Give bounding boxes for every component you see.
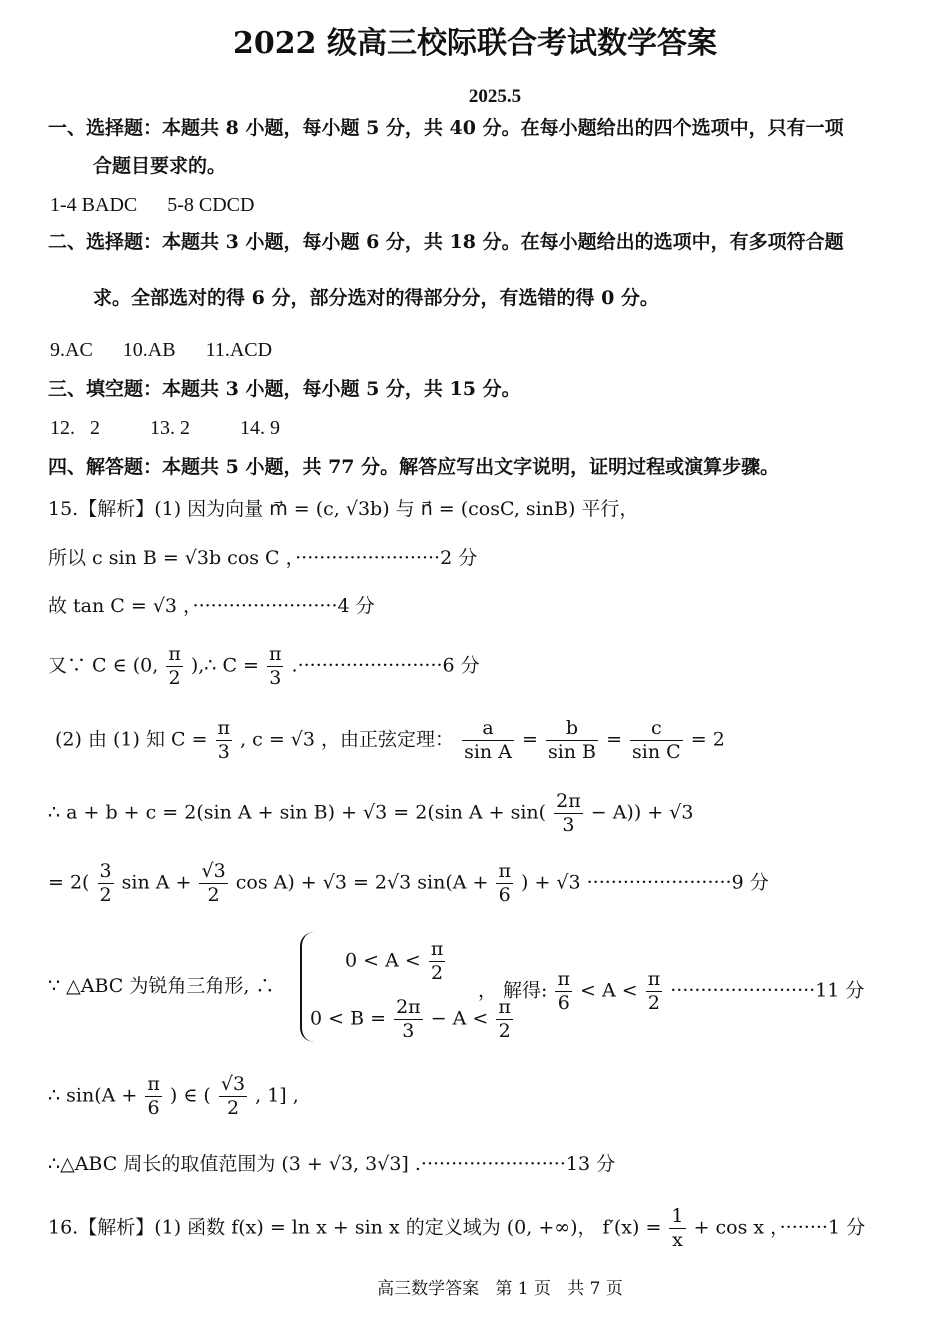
system-line-2-mid: − A < [430, 1007, 495, 1030]
q16-intro-pre: 16.【解析】(1) 函数 f(x) = ln x + sin x 的定义域为 (0, +∞)， f′(x) = [48, 1216, 668, 1239]
q15-acute-condition: ∵ △ABC 为锐角三角形, ∴ [48, 975, 275, 997]
q15-simplify-post: ) + √3 ························9 分 [521, 871, 769, 894]
numerator: √3 [201, 860, 226, 882]
q15-part2-intro [55, 717, 725, 764]
denominator: 6 [498, 883, 511, 906]
denominator: 6 [147, 1096, 160, 1119]
denominator: sin B [547, 740, 597, 763]
fraction-pi-over-6 [496, 860, 513, 907]
q15-perimeter-pre: ∴ a + b + c = 2(sin A + sin B) + √3 = 2(sin A + sin( [48, 801, 547, 824]
fraction-2pi-over-3 [554, 790, 583, 837]
system-line-2-text: 0 < B = [310, 1007, 393, 1030]
fraction-3-over-2 [98, 860, 114, 907]
numerator: π [268, 643, 282, 665]
denominator: sin C [632, 740, 681, 763]
numerator: 3 [99, 860, 112, 882]
q15-sin-range [48, 1073, 299, 1120]
q15-part2-mid: , c = √3 ，由正弦定理： [240, 728, 455, 751]
denominator: 2 [431, 961, 444, 984]
system-line-1-text: 0 < A < [345, 949, 427, 972]
q15-solution-label: ， 解得: [478, 979, 554, 1002]
fraction-pi-over-2 [166, 643, 183, 690]
q15-part2-pre: (2) 由 (1) 知 C = [55, 728, 214, 751]
denominator: 2 [207, 883, 220, 906]
fraction-pi-over-6 [555, 968, 572, 1015]
q15-simplify-mid1: sin A + [121, 871, 198, 894]
q15-simplify-pre: = 2( [48, 871, 90, 894]
denominator: 2 [168, 666, 181, 689]
denominator: x [672, 1228, 683, 1251]
q15-step3-mid: ),∴ C = [190, 654, 265, 677]
q15-step2: 故 tan C = √3 ，························4 分 [48, 595, 375, 617]
fraction-pi-over-3 [267, 643, 284, 690]
q15-sin-range-post: , 1] , [255, 1084, 299, 1107]
denominator: 3 [269, 666, 282, 689]
q15-conclusion: ∴△ABC 周长的取值范围为 (3 + √3, 3√3] .························13 分 [48, 1153, 616, 1175]
denominator: 3 [217, 740, 230, 763]
numerator: c [630, 717, 683, 741]
fraction-a-sinA [462, 717, 514, 764]
numerator: 2π [556, 790, 581, 812]
numerator: 2π [396, 996, 421, 1018]
section1-heading: 一、选择题：本题共 8 小题，每小题 5 分，共 40 分。在每小题给出的四个选项中，只有一项 [48, 117, 844, 139]
denominator: 2 [226, 1096, 240, 1119]
q15-sin-range-mid: ) ∈ ( [169, 1084, 211, 1107]
q15-intro: 15.【解析】(1) 因为向量 m⃗ = (c, √3b) 与 n⃗ = (cosC, sinB) 平行， [48, 498, 639, 520]
fraction-pi-over-3 [216, 717, 233, 764]
numerator: π [498, 860, 511, 882]
fraction-1-over-x [669, 1205, 685, 1252]
denominator: 2 [99, 883, 112, 906]
system-line-1 [345, 938, 447, 985]
fraction-2pi-over-3 [394, 996, 423, 1043]
numerator: 1 [671, 1205, 684, 1227]
q15-step3 [48, 643, 480, 690]
section2-heading: 二、选择题：本题共 3 小题，每小题 6 分，共 18 分。在每小题给出的选项中，有多项符合题 [48, 231, 844, 253]
numerator: π [168, 643, 181, 665]
q15-simplify [48, 860, 769, 907]
numerator: π [498, 996, 511, 1018]
section1-heading-cont: 合题目要求的。 [93, 155, 227, 177]
numerator: π [147, 1073, 160, 1095]
equals: = [521, 728, 538, 751]
fraction-c-sinC [630, 717, 683, 764]
denominator: 3 [402, 1019, 415, 1042]
page-footer: 高三数学答案 第 1 页 共 7 页 [377, 1279, 623, 1299]
numerator: a [462, 717, 514, 741]
fraction-pi-over-6 [145, 1073, 162, 1120]
numerator: π [430, 938, 444, 960]
section2-answers: 9.AC 10.AB 11.ACD [50, 339, 273, 361]
q15-solution-post: ························11 分 [670, 979, 865, 1002]
denominator: sin A [464, 740, 512, 763]
denominator: 2 [647, 991, 661, 1014]
numerator: π [557, 968, 570, 990]
denominator: 6 [557, 991, 570, 1014]
q15-step3-pre: 又∵ C ∈ (0, [48, 654, 165, 677]
inequality: < A < [580, 979, 644, 1002]
fraction-sqrt3-over-2 [219, 1073, 247, 1120]
q15-simplify-mid2: cos A) + √3 = 2√3 sin(A + [235, 871, 495, 894]
numerator: π [647, 968, 661, 990]
numerator: π [217, 717, 231, 739]
q15-perimeter-post: − A)) + √3 [590, 801, 694, 824]
section1-answers: 1-4 BADC 5-8 CDCD [50, 194, 255, 216]
fraction-b-sinB [546, 717, 598, 764]
q15-step1: 所以 c sin B = √3b cos C ，························2 分 [48, 547, 478, 569]
q15-perimeter-expr [48, 790, 693, 837]
q15-step3-post: .························6 分 [291, 654, 480, 677]
denominator: 3 [562, 813, 575, 836]
section4-heading: 四、解答题：本题共 5 小题，共 77 分。解答应写出文字说明，证明过程或演算步骤。 [48, 456, 780, 478]
denominator: 2 [498, 1019, 511, 1042]
fraction-pi-over-2 [429, 938, 446, 985]
q15-sin-range-pre: ∴ sin(A + [48, 1084, 144, 1107]
q16-intro [48, 1205, 865, 1252]
equals-two: = 2 [690, 728, 725, 751]
section3-answers: 12. 2 13. 2 14. 9 [50, 417, 280, 439]
section3-heading: 三、填空题：本题共 3 小题，每小题 5 分，共 15 分。 [48, 378, 521, 400]
fraction-pi-over-2 [646, 968, 663, 1015]
exam-date: 2025.5 [468, 86, 522, 107]
numerator: √3 [220, 1073, 246, 1095]
fraction-sqrt3-over-2 [199, 860, 227, 907]
equals: = [606, 728, 622, 751]
q15-solution-range [478, 968, 864, 1015]
numerator: b [546, 717, 598, 741]
section2-heading-cont: 求。全部选对的得 6 分，部分选对的得部分分，有选错的得 0 分。 [93, 287, 659, 309]
q16-intro-post: + cos x ，········1 分 [693, 1216, 866, 1239]
page-title: 2022 级高三校际联合考试数学答案 [233, 26, 717, 61]
